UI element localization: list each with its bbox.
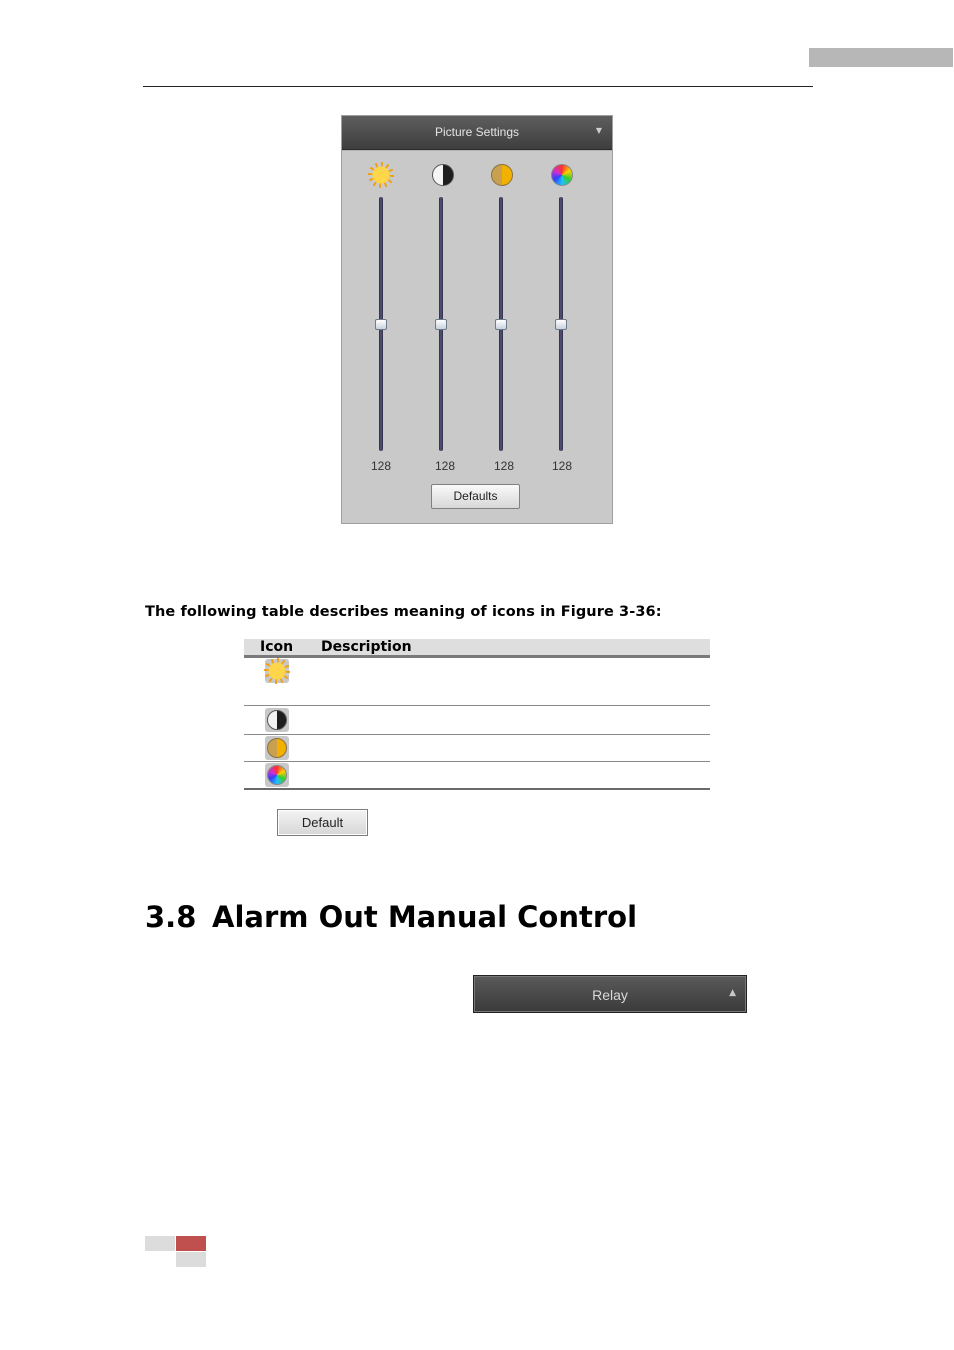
picture-settings-panel <box>341 115 613 524</box>
expand-arrow-icon[interactable]: ▲ <box>729 988 736 998</box>
picture-settings-titlebar[interactable] <box>342 116 612 150</box>
hue-value: 128 <box>551 459 573 473</box>
brightness-value: 128 <box>370 459 392 473</box>
saturation-value: 128 <box>493 459 515 473</box>
footer-block <box>176 1252 206 1267</box>
icon-table-header <box>244 639 710 658</box>
defaults-button[interactable]: Defaults <box>431 484 520 509</box>
relay-panel-header[interactable] <box>473 975 747 1013</box>
column-header-icon: Icon <box>260 639 294 655</box>
table-row-divider <box>244 761 710 762</box>
default-button[interactable]: Default <box>277 809 368 836</box>
column-header-description: Description <box>321 639 412 655</box>
saturation-slider-thumb[interactable] <box>495 319 507 330</box>
brightness-icon <box>265 659 289 683</box>
table-row-divider <box>244 705 710 706</box>
titlebar-divider <box>342 150 612 151</box>
relay-label: Relay <box>592 987 628 1003</box>
collapse-arrow-icon[interactable]: ▼ <box>595 126 602 135</box>
footer-accent-block <box>176 1236 206 1251</box>
contrast-icon <box>432 164 454 186</box>
table-row-divider <box>244 734 710 735</box>
contrast-icon <box>265 708 289 732</box>
brightness-icon <box>368 162 394 188</box>
picture-settings-title: Picture Settings <box>434 125 520 139</box>
saturation-icon <box>491 164 513 186</box>
table-bottom-rule <box>244 788 710 790</box>
saturation-icon <box>265 736 289 760</box>
brightness-slider-thumb[interactable] <box>375 319 387 330</box>
contrast-value: 128 <box>434 459 456 473</box>
table-intro-text: The following table describes meaning of icons in Figure 3-36: <box>145 604 662 620</box>
section-title: Alarm Out Manual Control <box>212 900 638 934</box>
hue-icon <box>265 763 289 787</box>
contrast-slider-thumb[interactable] <box>435 319 447 330</box>
header-tab-decoration <box>809 48 953 67</box>
hue-slider-thumb[interactable] <box>555 319 567 330</box>
header-rule <box>143 86 813 87</box>
footer-block <box>145 1236 175 1251</box>
section-number: 3.8 <box>145 900 197 934</box>
hue-icon <box>551 164 573 186</box>
